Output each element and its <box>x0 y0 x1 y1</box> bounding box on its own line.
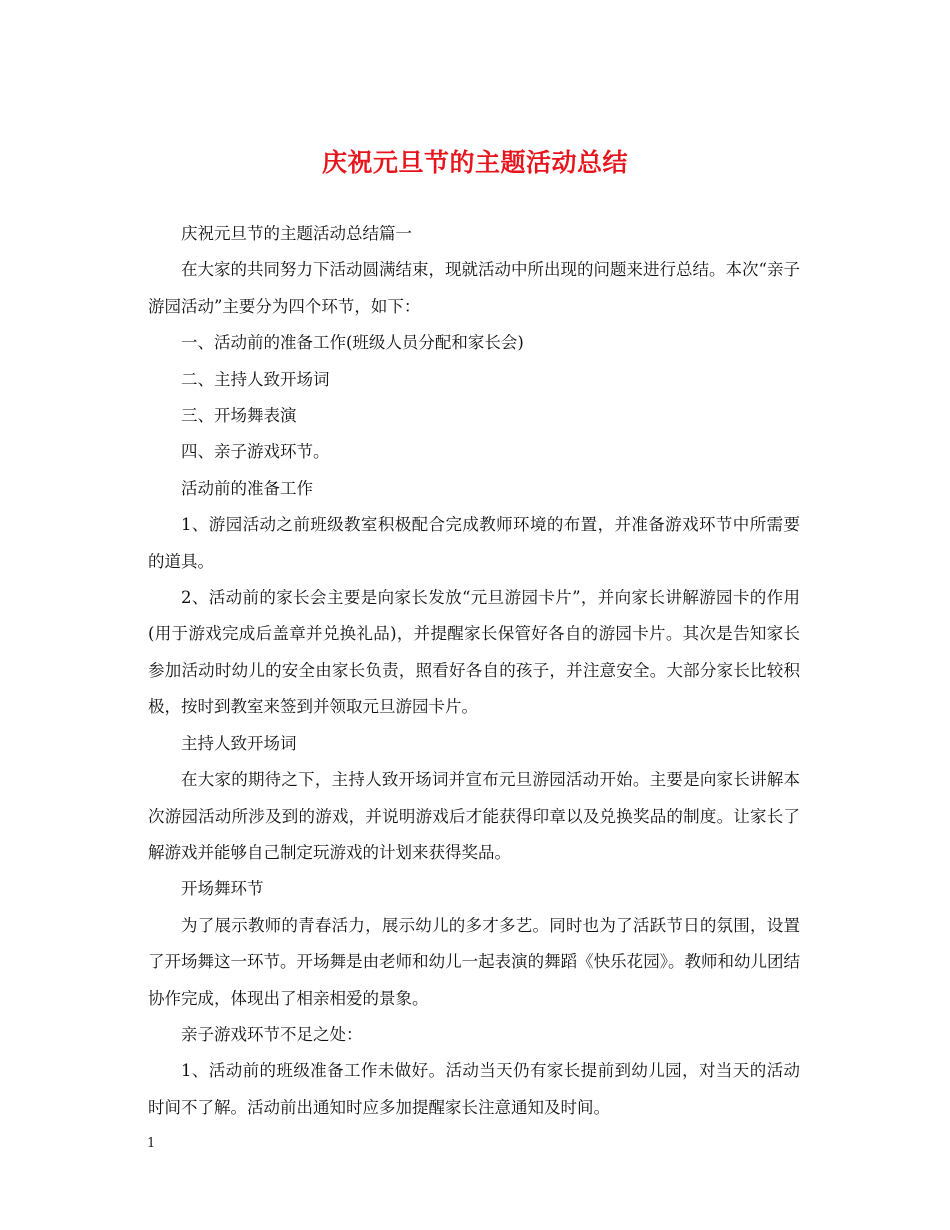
paragraph-subtitle: 庆祝元旦节的主题活动总结篇一 <box>181 224 412 243</box>
paragraph-shortcoming-1: 1、活动前的班级准备工作未做好。活动当天仍有家长提前到幼儿园，对当天的活动时间不了解。活动前出通知时应多加提醒家长注意通知及时间。 <box>148 1061 800 1117</box>
page-number: 1 <box>147 1136 156 1151</box>
paragraph-item-1: 一、活动前的准备工作(班级人员分配和家长会) <box>181 333 524 353</box>
section-heading-shortcomings: 亲子游戏环节不足之处： <box>181 1024 363 1044</box>
document-body <box>148 216 800 1126</box>
section-heading-dance: 开场舞环节 <box>181 879 264 899</box>
paragraph-host: 在大家的期待之下，主持人致开场词并宣布元旦游园活动开始。主要是向家长讲解本次游园活动所涉及到的游戏，并说明游戏后才能获得印章以及兑换奖品的制度。让家长了解游戏并能够自己制定玩游戏的计划来获得奖品。 <box>148 770 800 862</box>
paragraph-preparation-2: 2、活动前的家长会主要是向家长发放“元旦游园卡片”，并向家长讲解游园卡的作用(用于游戏完成后盖章并兑换礼品)，并提醒家长保管好各自的游园卡片。其次是告知家长参加活动时幼儿的安全由家长负责，照看好各自的孩子，并注意安全。大部分家长比较积极，按时到教室来签到并领取元旦游园卡片。 <box>148 588 800 717</box>
paragraph-intro: 在大家的共同努力下活动圆满结束，现就活动中所出现的问题来进行总结。本次“亲子游园活动”主要分为四个环节，如下： <box>148 260 800 316</box>
section-heading-host: 主持人致开场词 <box>181 733 297 753</box>
section-heading-preparation: 活动前的准备工作 <box>181 478 313 498</box>
paragraph-preparation-1: 1、游园活动之前班级教室积极配合完成教师环境的布置，并准备游戏环节中所需要的道具。 <box>148 515 800 571</box>
paragraph-dance: 为了展示教师的青春活力，展示幼儿的多才多艺。同时也为了活跃节日的氛围，设置了开场舞这一环节。开场舞是由老师和幼儿一起表演的舞蹈《快乐花园》。教师和幼儿团结协作完成，体现出了相亲相爱的景象。 <box>148 915 800 1008</box>
paragraph-item-3: 三、开场舞表演 <box>181 406 297 426</box>
paragraph-item-2: 二、主持人致开场词 <box>181 369 330 389</box>
paragraph-item-4: 四、亲子游戏环节。 <box>181 442 330 462</box>
document-title: 庆祝元旦节的主题活动总结 <box>321 148 628 177</box>
